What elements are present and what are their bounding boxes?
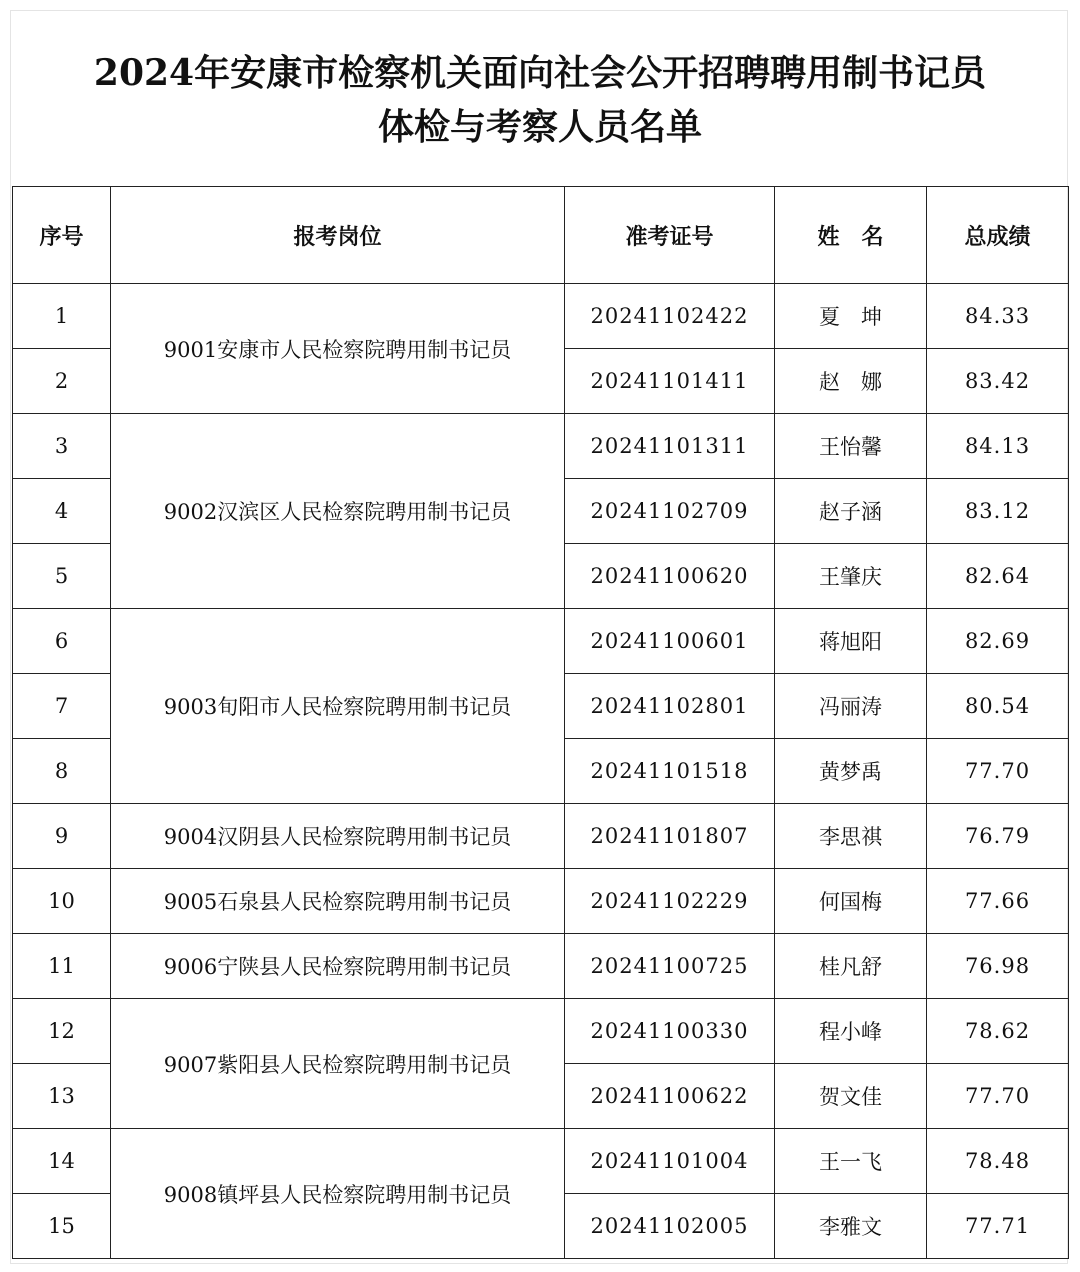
table-row [13, 1129, 1069, 1194]
cell-position: 9007紫阳县人民检察院聘用制书记员 [111, 999, 565, 1129]
table-body [13, 284, 1069, 1259]
cell-score: 77.71 [927, 1194, 1069, 1259]
cell-score: 82.64 [927, 544, 1069, 609]
cell-exam-id: 20241101411 [565, 349, 775, 414]
cell-position: 9002汉滨区人民检察院聘用制书记员 [111, 414, 565, 609]
cell-exam-id: 20241101004 [565, 1129, 775, 1194]
table-row [13, 284, 1069, 349]
cell-exam-id: 20241100330 [565, 999, 775, 1064]
table-row [13, 999, 1069, 1064]
table-row [13, 934, 1069, 999]
cell-score: 83.12 [927, 479, 1069, 544]
cell-score: 77.70 [927, 739, 1069, 804]
cell-seq: 6 [13, 609, 111, 674]
header-exam-id: 准考证号 [565, 187, 775, 284]
title-line-1: 2024年安康市检察机关面向社会公开招聘聘用制书记员 [93, 52, 987, 94]
table-row [13, 804, 1069, 869]
header-seq: 序号 [13, 187, 111, 284]
cell-score: 83.42 [927, 349, 1069, 414]
cell-position: 9004汉阴县人民检察院聘用制书记员 [111, 804, 565, 869]
cell-name: 冯丽涛 [775, 674, 927, 739]
cell-seq: 11 [13, 934, 111, 999]
table-row [13, 414, 1069, 479]
cell-name: 赵子涵 [775, 479, 927, 544]
cell-exam-id: 20241100622 [565, 1064, 775, 1129]
cell-position: 9006宁陕县人民检察院聘用制书记员 [111, 934, 565, 999]
cell-seq: 14 [13, 1129, 111, 1194]
cell-seq: 2 [13, 349, 111, 414]
cell-score: 76.79 [927, 804, 1069, 869]
cell-score: 76.98 [927, 934, 1069, 999]
cell-name: 李思祺 [775, 804, 927, 869]
cell-seq: 15 [13, 1194, 111, 1259]
header-name: 姓 名 [775, 187, 927, 284]
cell-seq: 8 [13, 739, 111, 804]
cell-position: 9008镇坪县人民检察院聘用制书记员 [111, 1129, 565, 1259]
cell-name: 何国梅 [775, 869, 927, 934]
cell-score: 82.69 [927, 609, 1069, 674]
cell-exam-id: 20241100620 [565, 544, 775, 609]
cell-exam-id: 20241102422 [565, 284, 775, 349]
cell-exam-id: 20241102229 [565, 869, 775, 934]
cell-score: 84.13 [927, 414, 1069, 479]
cell-exam-id: 20241102801 [565, 674, 775, 739]
cell-seq: 1 [13, 284, 111, 349]
cell-name: 王怡馨 [775, 414, 927, 479]
cell-exam-id: 20241102709 [565, 479, 775, 544]
cell-name: 王肇庆 [775, 544, 927, 609]
cell-name: 蒋旭阳 [775, 609, 927, 674]
table-row [13, 869, 1069, 934]
cell-position: 9005石泉县人民检察院聘用制书记员 [111, 869, 565, 934]
cell-seq: 4 [13, 479, 111, 544]
title-line-2: 体检与考察人员名单 [377, 106, 702, 148]
cell-position: 9001安康市人民检察院聘用制书记员 [111, 284, 565, 414]
header-score: 总成绩 [927, 187, 1069, 284]
cell-exam-id: 20241101807 [565, 804, 775, 869]
cell-name: 王一飞 [775, 1129, 927, 1194]
cell-score: 84.33 [927, 284, 1069, 349]
cell-score: 77.66 [927, 869, 1069, 934]
cell-seq: 9 [13, 804, 111, 869]
cell-seq: 7 [13, 674, 111, 739]
cell-name: 桂凡舒 [775, 934, 927, 999]
cell-name: 程小峰 [775, 999, 927, 1064]
cell-seq: 12 [13, 999, 111, 1064]
cell-exam-id: 20241100725 [565, 934, 775, 999]
cell-name: 贺文佳 [775, 1064, 927, 1129]
candidate-table [12, 186, 1069, 1259]
cell-seq: 13 [13, 1064, 111, 1129]
cell-score: 78.62 [927, 999, 1069, 1064]
cell-seq: 5 [13, 544, 111, 609]
cell-exam-id: 20241101311 [565, 414, 775, 479]
cell-score: 80.54 [927, 674, 1069, 739]
cell-seq: 10 [13, 869, 111, 934]
cell-name: 黄梦禹 [775, 739, 927, 804]
cell-exam-id: 20241100601 [565, 609, 775, 674]
cell-score: 78.48 [927, 1129, 1069, 1194]
cell-position: 9003旬阳市人民检察院聘用制书记员 [111, 609, 565, 804]
header-position: 报考岗位 [111, 187, 565, 284]
table-header-row [13, 187, 1069, 284]
cell-score: 77.70 [927, 1064, 1069, 1129]
cell-name: 李雅文 [775, 1194, 927, 1259]
document-title [0, 46, 1080, 154]
cell-exam-id: 20241101518 [565, 739, 775, 804]
cell-seq: 3 [13, 414, 111, 479]
table-row [13, 609, 1069, 674]
cell-name: 赵 娜 [775, 349, 927, 414]
cell-exam-id: 20241102005 [565, 1194, 775, 1259]
cell-name: 夏 坤 [775, 284, 927, 349]
